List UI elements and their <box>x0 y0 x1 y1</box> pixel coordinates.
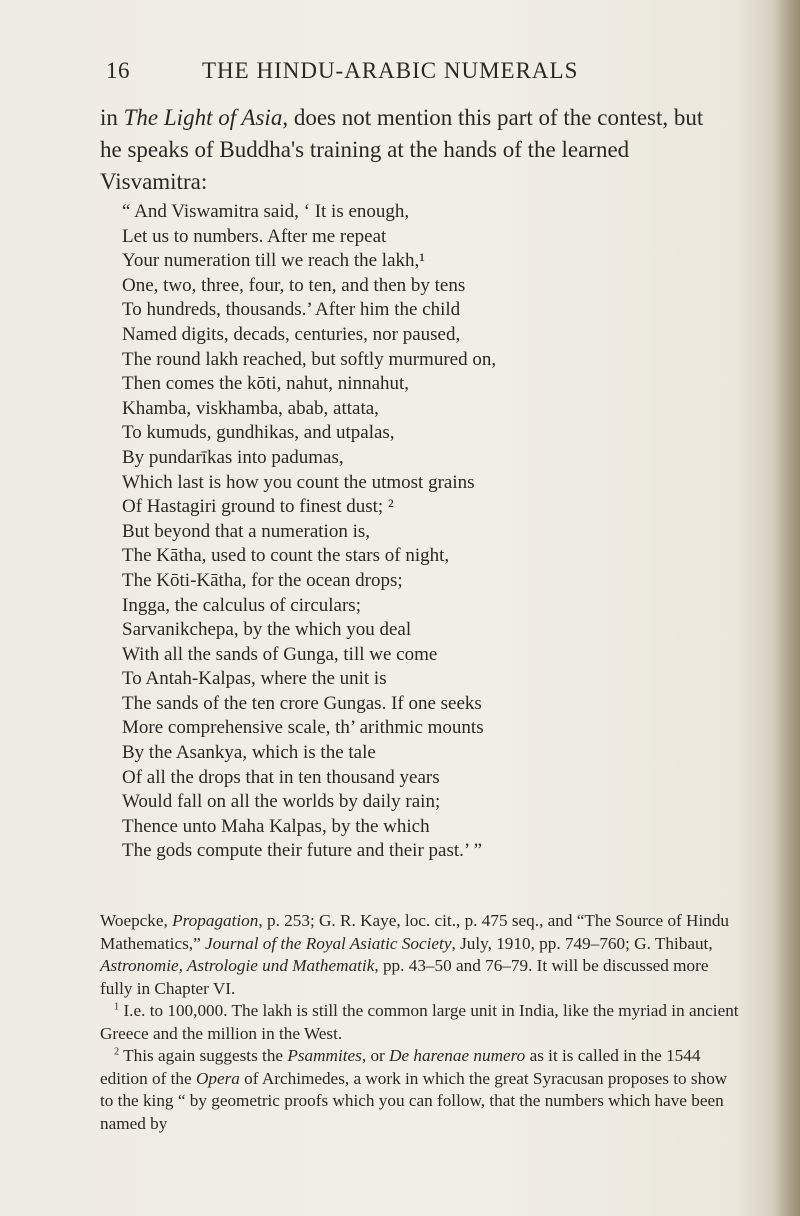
poem-line: Named digits, decads, centuries, nor paused, <box>122 323 461 345</box>
poem-line: To Antah-Kalpas, where the unit is <box>122 668 387 690</box>
poem-quotation <box>122 200 722 864</box>
poem-line: The round lakh reached, but softly murmured on, <box>122 348 497 370</box>
poem-line: Sarvanikchepa, by the which you deal <box>122 619 412 641</box>
poem-line: Your numeration till we reach the lakh,¹ <box>122 250 425 272</box>
poem-line: “ And Viswamitra said, ‘ It is enough, <box>122 201 410 222</box>
poem-line: By pundarīkas into padumas, <box>122 446 344 468</box>
page-edge-shadow <box>774 0 800 1216</box>
poem-line: But beyond that a numeration is, <box>122 520 371 542</box>
poem-line: Then comes the kōti, nahut, ninnahut, <box>122 373 410 395</box>
poem-line: The sands of the ten crore Gungas. If one seeks <box>122 692 482 714</box>
poem-line: To kumuds, gundhikas, and utpalas, <box>122 422 395 444</box>
footnote-1: $^1$ I.e. to 100,000. The lakh is still the common large unit in India, like the myriad in ancient Greece and the million in the West. <box>100 1001 739 1043</box>
page-header <box>106 58 726 88</box>
poem-line: Of Hastagiri ground to finest dust; ² <box>122 496 394 518</box>
poem-line: Which last is how you count the utmost grains <box>122 471 475 493</box>
footnotes <box>100 910 740 1135</box>
poem-line: Would fall on all the worlds by daily rain; <box>122 791 441 813</box>
poem-line: The Kōti-Kātha, for the ocean drops; <box>122 569 403 591</box>
poem-line: Let us to numbers. After me repeat <box>122 225 387 247</box>
poem-line: With all the sands of Gunga, till we come <box>122 643 438 665</box>
poem-line: Thence unto Maha Kalpas, by the which <box>122 815 430 837</box>
reference-note: Woepcke, Propagation, p. 253; G. R. Kaye, loc. cit., p. 475 seq., and “The Source of Hindu Mathematics,” Journal of the Royal Asiatic Society, July, 1910, pp. 749–760; G. Thibaut, Astronomie, Astrologie und Mathematik, pp. 43–50 and 76–79. It will be discussed more fully in Chapter VI. <box>100 911 730 998</box>
intro-paragraph: in The Light of Asia, does not mention this part of the contest, but he speaks of Buddha's training at the hands of the learned Visvamitra: <box>100 105 704 194</box>
page-number: 16 <box>106 58 130 83</box>
footnote-2: $^2$ This again suggests the Psammites, or De harenae numero as it is called in the 1544 edition of the Opera of Archimedes, a work in which the great Syracusan proposes to show to the king “ by geometric proofs which you can follow, that the numbers which have been named by <box>100 1046 728 1133</box>
footnote-marker: 1 <box>114 1001 120 1013</box>
poem-line: The gods compute their future and their past.’ ” <box>122 840 482 862</box>
poem-line: One, two, three, four, to ten, and then by tens <box>122 274 466 296</box>
poem-line: To hundreds, thousands.’ After him the child <box>122 299 461 321</box>
poem-line: The Kātha, used to count the stars of night, <box>122 545 450 567</box>
footnote-marker: 2 <box>114 1046 120 1058</box>
book-title: The Light of Asia <box>123 105 283 130</box>
poem-line: Of all the drops that in ten thousand years <box>122 766 440 788</box>
poem-line: By the Asankya, which is the tale <box>122 742 376 764</box>
poem-line: Khamba, viskhamba, abab, attata, <box>122 397 379 419</box>
poem-line: More comprehensive scale, th’ arithmic mounts <box>122 717 484 739</box>
poem-line: Ingga, the calculus of circulars; <box>122 594 361 616</box>
running-head: THE HINDU-ARABIC NUMERALS <box>202 58 579 83</box>
